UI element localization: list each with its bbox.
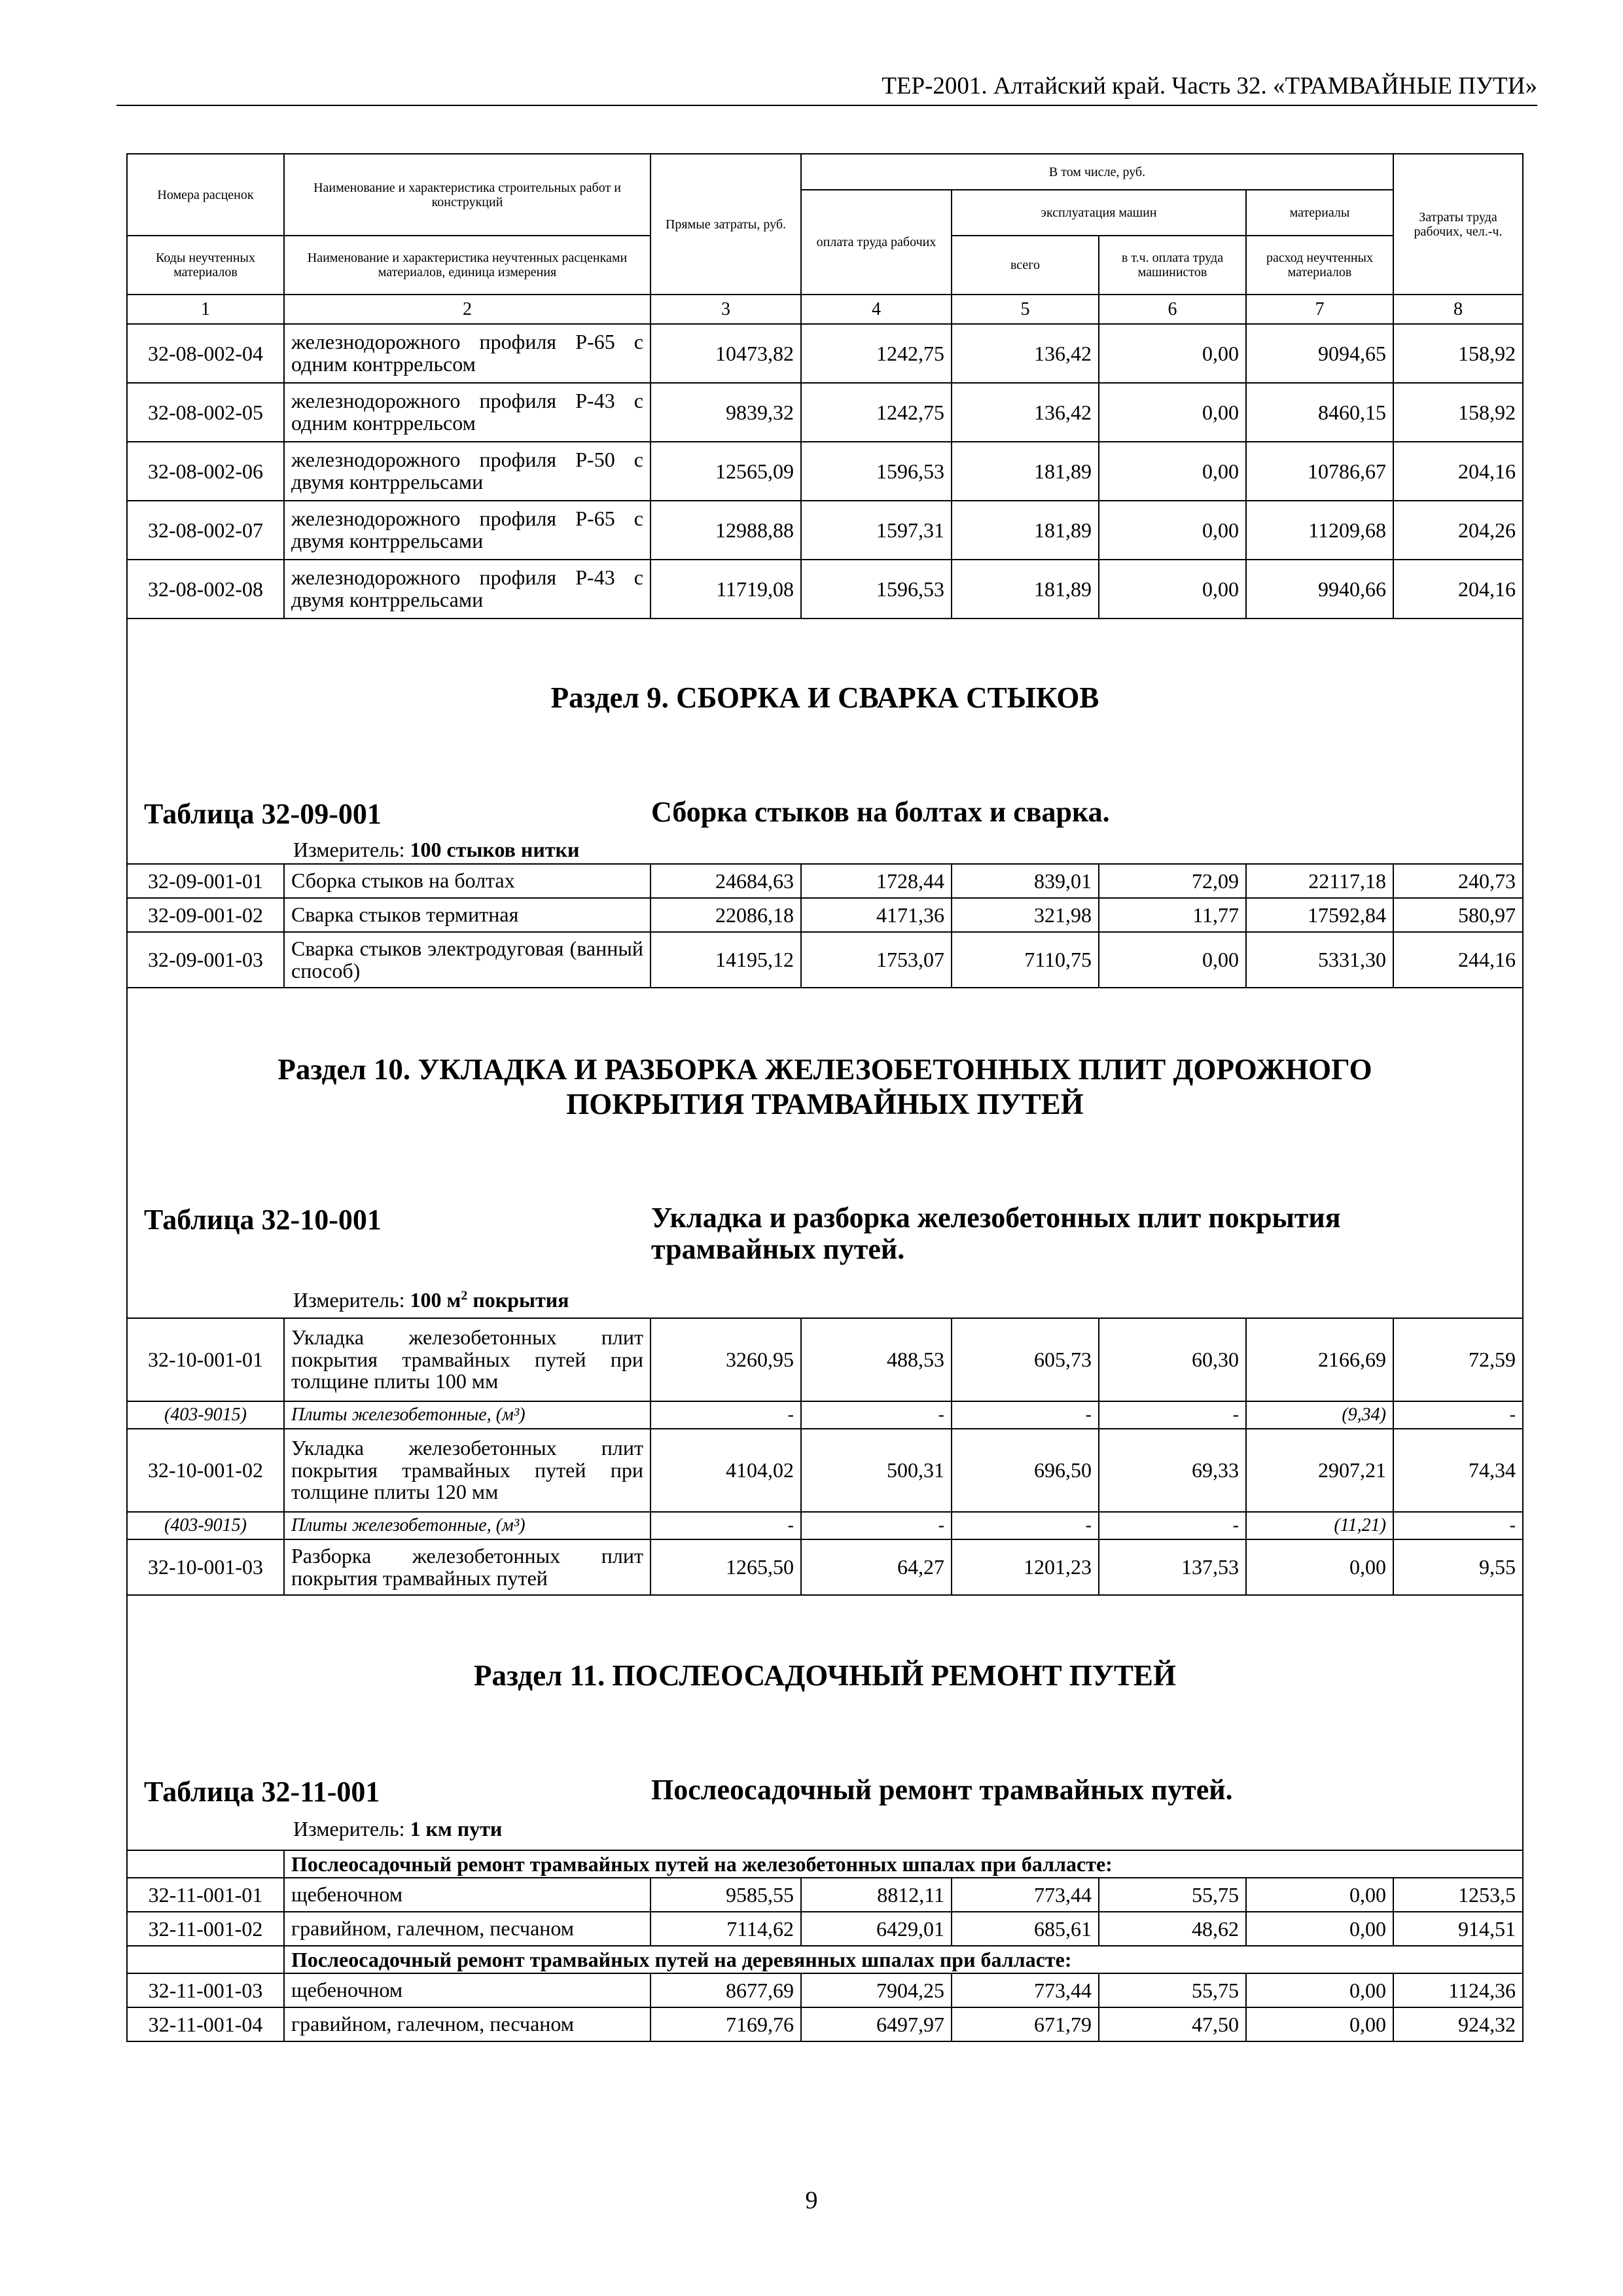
row-description: Разборка железобетонных плит покрытия трамвайных путей [284,1539,651,1595]
cell-direct-cost: 9839,32 [651,383,801,442]
cell-labor-pay: 1242,75 [801,383,952,442]
table-row [127,898,1523,932]
cell-labor-pay: - [801,1512,952,1539]
col-index: 6 [1099,295,1246,324]
cell-material-use: 2166,69 [1246,1318,1393,1401]
col-header-labor-cost: Затраты труда рабочих, чел.-ч. [1393,154,1523,295]
table-row [127,501,1523,560]
cell-direct-cost: 7169,76 [651,2007,801,2041]
table-row [127,560,1523,619]
table-number: Таблица 32-11-001 [144,1776,380,1808]
row-description: железнодорожного профиля Р-43 с двумя контррельсами [284,560,651,619]
cell-labor-pay: 7904,25 [801,1973,952,2007]
cell-labor-pay: 64,27 [801,1539,952,1595]
cell-machinist-pay: 0,00 [1099,383,1246,442]
col-header-machines: эксплуатация машин [952,190,1246,236]
cell-material-use: 17592,84 [1246,898,1393,932]
blank-cell [127,1946,284,1973]
table-row [127,932,1523,988]
col-index: 8 [1393,295,1523,324]
row-description: Сварка стыков электродуговая (ванный способ) [284,932,651,988]
cell-material-use: (11,21) [1246,1512,1393,1539]
section-cell [127,988,1523,1318]
cell-machines-total: 696,50 [952,1429,1099,1512]
table-number: Таблица 32-10-001 [144,1204,382,1236]
cell-machines-total: 136,42 [952,324,1099,383]
cell-labor-pay: 8812,11 [801,1878,952,1912]
cell-machinist-pay: 11,77 [1099,898,1246,932]
cell-machines-total: 685,61 [952,1912,1099,1946]
cell-material-use: 10786,67 [1246,442,1393,501]
cell-machinist-pay: 0,00 [1099,442,1246,501]
col-header-name: Наименование и характеристика строительных работ и конструкций [284,154,651,236]
row-code: 32-11-001-02 [127,1912,284,1946]
row-code: 32-09-001-03 [127,932,284,988]
measure-value: 100 стыков нитки [410,838,580,861]
cell-labor-hours: - [1393,1512,1523,1539]
header-rule [116,105,1537,106]
cell-machinist-pay: 72,09 [1099,864,1246,898]
col-index: 5 [952,295,1099,324]
subheading: Послеосадочный ремонт трамвайных путей на деревянных шпалах при балласте: [284,1946,1523,1973]
cell-direct-cost: 11719,08 [651,560,801,619]
row-description: железнодорожного профиля Р-65 с двумя контррельсами [284,501,651,560]
cell-direct-cost: 10473,82 [651,324,801,383]
row-description: щебеночном [284,1973,651,2007]
row-code: 32-08-002-05 [127,383,284,442]
cell-material-use: 5331,30 [1246,932,1393,988]
cell-machines-total: 181,89 [952,442,1099,501]
cell-labor-hours: 72,59 [1393,1318,1523,1401]
col-index: 1 [127,295,284,324]
price-table [126,153,1524,2042]
col-header-labor: оплата труда рабочих [801,190,952,295]
table-row [127,442,1523,501]
cell-machines-total: 839,01 [952,864,1099,898]
section-title: ПОКРЫТИЯ ТРАМВАЙНЫХ ПУТЕЙ [566,1088,1084,1121]
cell-material-use: 0,00 [1246,2007,1393,2041]
subheading-row [127,1850,1523,1878]
subheading: Послеосадочный ремонт трамвайных путей на железобетонных шпалах при балласте: [284,1850,1523,1878]
row-code: 32-08-002-07 [127,501,284,560]
cell-machines-total: 773,44 [952,1878,1099,1912]
table-number: Таблица 32-09-001 [144,798,382,830]
section-title: Раздел 9. СБОРКА И СВАРКА СТЫКОВ [550,681,1099,714]
cell-machines-total: - [952,1512,1099,1539]
measure-value: 1 км пути [410,1817,503,1840]
cell-labor-hours: 74,34 [1393,1429,1523,1512]
row-description: железнодорожного профиля Р-43 с одним контррельсом [284,383,651,442]
cell-labor-pay: 6429,01 [801,1912,952,1946]
cell-machines-total: 7110,75 [952,932,1099,988]
measure-value-tail: покрытия [467,1288,569,1312]
cell-machinist-pay: 47,50 [1099,2007,1246,2041]
cell-material-use: 2907,21 [1246,1429,1393,1512]
cell-material-use: 22117,18 [1246,864,1393,898]
row-code: 32-10-001-02 [127,1429,284,1512]
cell-labor-pay: - [801,1401,952,1429]
cell-direct-cost: 12988,88 [651,501,801,560]
cell-machines-total: 181,89 [952,560,1099,619]
cell-labor-hours: 158,92 [1393,383,1523,442]
table-row [127,1878,1523,1912]
col-header-unaccounted: расход неучтенных материалов [1246,236,1393,295]
cell-labor-pay: 1597,31 [801,501,952,560]
row-code: 32-08-002-08 [127,560,284,619]
col-header-machinist-pay: в т.ч. оплата труда машинистов [1099,236,1246,295]
cell-direct-cost: 7114,62 [651,1912,801,1946]
cell-machines-total: 605,73 [952,1318,1099,1401]
table-row [127,1318,1523,1401]
cell-machines-total: 671,79 [952,2007,1099,2041]
cell-direct-cost: 3260,95 [651,1318,801,1401]
section-title: Раздел 11. ПОСЛЕОСАДОЧНЫЙ РЕМОНТ ПУТЕЙ [474,1659,1176,1692]
col-header-incl: В том числе, руб. [801,154,1393,190]
cell-labor-hours: - [1393,1401,1523,1429]
cell-material-use: 11209,68 [1246,501,1393,560]
table-row [127,1539,1523,1595]
measure-value [410,1288,569,1312]
cell-material-use: 0,00 [1246,1539,1393,1595]
row-code: 32-11-001-04 [127,2007,284,2041]
cell-direct-cost: 8677,69 [651,1973,801,2007]
table-row [127,1429,1523,1512]
cell-machinist-pay: 55,75 [1099,1878,1246,1912]
col-index: 4 [801,295,952,324]
row-code: 32-10-001-01 [127,1318,284,1401]
col-index: 2 [284,295,651,324]
cell-material-use: 9940,66 [1246,560,1393,619]
cell-labor-hours: 924,32 [1393,2007,1523,2041]
cell-labor-pay: 1596,53 [801,560,952,619]
row-code: 32-08-002-04 [127,324,284,383]
cell-material-use: 0,00 [1246,1878,1393,1912]
cell-labor-hours: 204,26 [1393,501,1523,560]
measure-label: Измеритель: [293,1817,410,1840]
cell-direct-cost: 24684,63 [651,864,801,898]
table-row [127,1512,1523,1539]
col-header-total: всего [952,236,1099,295]
cell-labor-pay: 1242,75 [801,324,952,383]
section-title: Раздел 10. УКЛАДКА И РАЗБОРКА ЖЕЛЕЗОБЕТОННЫХ ПЛИТ ДОРОЖНОГО [277,1053,1372,1086]
running-header: ТЕР-2001. Алтайский край. Часть 32. «ТРАМВАЙНЫЕ ПУТИ» [882,73,1537,99]
row-code: 32-09-001-02 [127,898,284,932]
row-code: 32-11-001-03 [127,1973,284,2007]
table-title: трамвайных путей. [651,1233,905,1265]
cell-direct-cost: - [651,1512,801,1539]
cell-labor-pay: 500,31 [801,1429,952,1512]
cell-material-use: 9094,65 [1246,324,1393,383]
cell-labor-pay: 1753,07 [801,932,952,988]
cell-machinist-pay: 0,00 [1099,501,1246,560]
section-block [127,619,1523,864]
col-index: 7 [1246,295,1393,324]
cell-machinist-pay: - [1099,1512,1246,1539]
cell-machinist-pay: 60,30 [1099,1318,1246,1401]
blank-cell [127,1850,284,1878]
row-description: гравийном, галечном, песчаном [284,1912,651,1946]
table-title: Послеосадочный ремонт трамвайных путей. [651,1774,1233,1806]
row-description: Укладка железобетонных плит покрытия трамвайных путей при толщине плиты 100 мм [284,1318,651,1401]
cell-labor-pay: 1728,44 [801,864,952,898]
row-code: 32-11-001-01 [127,1878,284,1912]
row-code: 32-10-001-03 [127,1539,284,1595]
row-description: щебеночном [284,1878,651,1912]
cell-labor-hours: 9,55 [1393,1539,1523,1595]
cell-machinist-pay: 0,00 [1099,324,1246,383]
column-index-row [127,295,1523,324]
cell-machinist-pay: 55,75 [1099,1973,1246,2007]
cell-labor-hours: 204,16 [1393,442,1523,501]
cell-machines-total: 321,98 [952,898,1099,932]
col-header-materials: материалы [1246,190,1393,236]
measure-label: Измеритель: [293,838,410,861]
col-header-direct: Прямые затраты, руб. [651,154,801,295]
measure-value-number: 100 м [410,1288,461,1312]
cell-machinist-pay: 48,62 [1099,1912,1246,1946]
cell-machinist-pay: 0,00 [1099,932,1246,988]
table-row [127,324,1523,383]
measure-unit [293,838,579,862]
cell-labor-pay: 488,53 [801,1318,952,1401]
col-header-material-names: Наименование и характеристика неучтенных расценками материалов, единица измерения [284,236,651,295]
row-description: Сборка стыков на болтах [284,864,651,898]
row-description: Плиты железобетонные, (м³) [284,1401,651,1429]
cell-labor-hours: 244,16 [1393,932,1523,988]
measure-value-sup: 2 [461,1288,468,1303]
subheading-row [127,1946,1523,1973]
cell-machinist-pay: 137,53 [1099,1539,1246,1595]
table-title: Укладка и разборка железобетонных плит покрытия [651,1202,1341,1234]
cell-direct-cost: 9585,55 [651,1878,801,1912]
row-description: гравийном, галечном, песчаном [284,2007,651,2041]
cell-machines-total: 136,42 [952,383,1099,442]
table-row [127,1401,1523,1429]
table-row [127,383,1523,442]
cell-labor-hours: 914,51 [1393,1912,1523,1946]
section-block [127,988,1523,1318]
section-cell [127,619,1523,864]
cell-machines-total: 773,44 [952,1973,1099,2007]
cell-material-use: 0,00 [1246,1973,1393,2007]
cell-machinist-pay: - [1099,1401,1246,1429]
cell-material-use: 8460,15 [1246,383,1393,442]
cell-labor-hours: 1253,5 [1393,1878,1523,1912]
cell-labor-hours: 1124,36 [1393,1973,1523,2007]
row-description: железнодорожного профиля Р-50 с двумя контррельсами [284,442,651,501]
cell-labor-pay: 1596,53 [801,442,952,501]
cell-direct-cost: 1265,50 [651,1539,801,1595]
table-row [127,1912,1523,1946]
table-row [127,864,1523,898]
cell-machines-total: - [952,1401,1099,1429]
cell-labor-hours: 158,92 [1393,324,1523,383]
cell-machines-total: 181,89 [952,501,1099,560]
cell-material-use: (9,34) [1246,1401,1393,1429]
cell-direct-cost: 22086,18 [651,898,801,932]
cell-labor-pay: 6497,97 [801,2007,952,2041]
row-description: железнодорожного профиля Р-65 с одним контррельсом [284,324,651,383]
row-description: Укладка железобетонных плит покрытия трамвайных путей при толщине плиты 120 мм [284,1429,651,1512]
measure-unit [293,1288,569,1312]
cell-machines-total: 1201,23 [952,1539,1099,1595]
cell-labor-hours: 580,97 [1393,898,1523,932]
row-description: Сварка стыков термитная [284,898,651,932]
row-code: (403-9015) [127,1401,284,1429]
cell-direct-cost: - [651,1401,801,1429]
cell-material-use: 0,00 [1246,1912,1393,1946]
cell-labor-hours: 240,73 [1393,864,1523,898]
section-block [127,1595,1523,1850]
cell-labor-pay: 4171,36 [801,898,952,932]
row-code: 32-09-001-01 [127,864,284,898]
cell-machinist-pay: 69,33 [1099,1429,1246,1512]
cell-machinist-pay: 0,00 [1099,560,1246,619]
row-code: (403-9015) [127,1512,284,1539]
measure-label: Измеритель: [293,1288,410,1312]
table-row [127,2007,1523,2041]
cell-direct-cost: 14195,12 [651,932,801,988]
cell-direct-cost: 12565,09 [651,442,801,501]
col-header-material-codes: Коды неучтенных материалов [127,236,284,295]
cell-direct-cost: 4104,02 [651,1429,801,1512]
row-code: 32-08-002-06 [127,442,284,501]
row-description: Плиты железобетонные, (м³) [284,1512,651,1539]
table-row [127,1973,1523,2007]
table-title: Сборка стыков на болтах и сварка. [651,796,1110,828]
col-header-codes: Номера расценок [127,154,284,236]
measure-unit [293,1817,502,1841]
section-cell [127,1595,1523,1850]
price-table-frame [126,153,1522,2042]
col-index: 3 [651,295,801,324]
cell-labor-hours: 204,16 [1393,560,1523,619]
page-number: 9 [805,2187,818,2214]
